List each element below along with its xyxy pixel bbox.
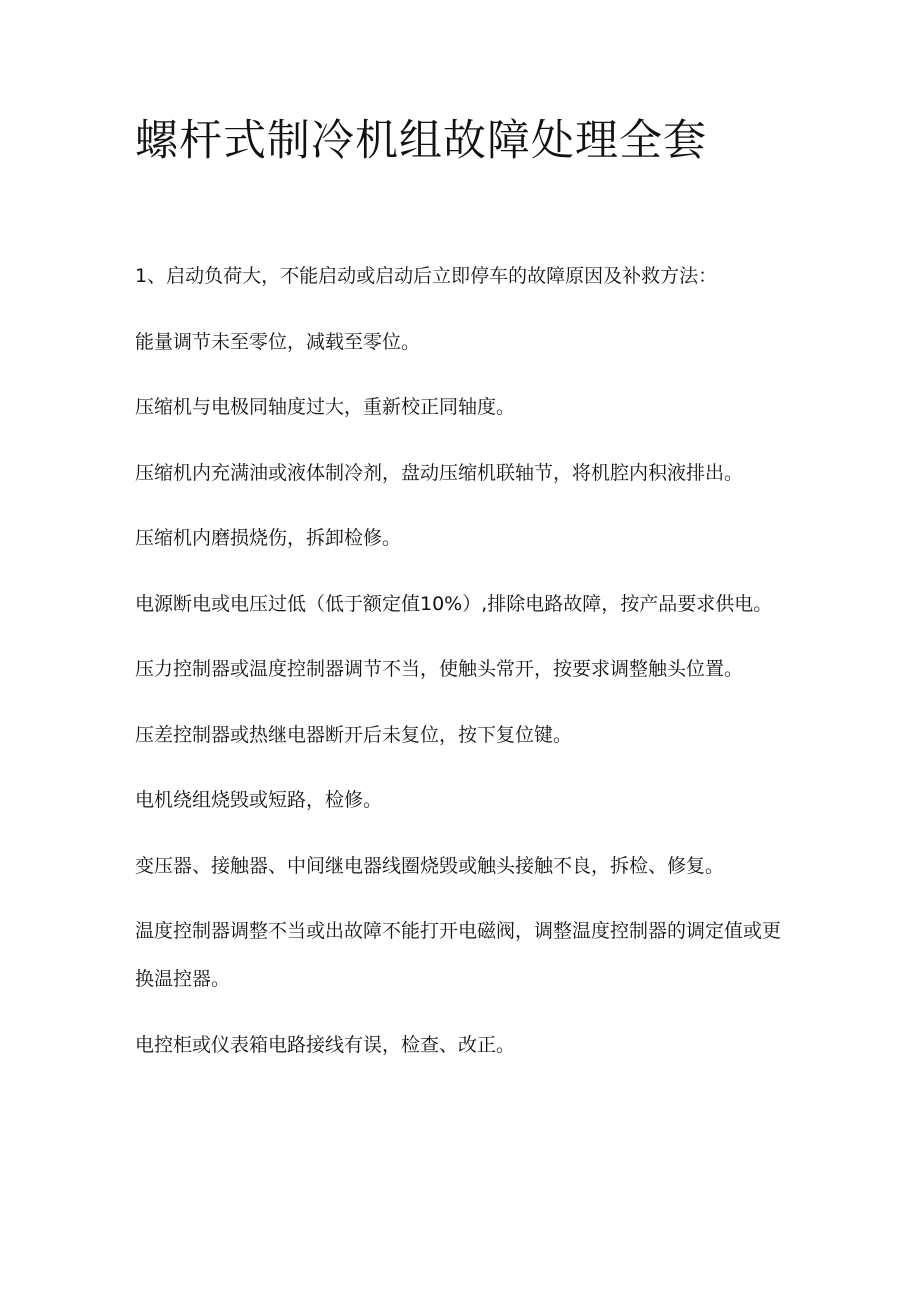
paragraph: 压缩机与电极同轴度过大，重新校正同轴度。 bbox=[135, 396, 516, 418]
paragraph: 温度控制器调整不当或出故障不能打开电磁阀，调整温度控制器的调定值或更换温控器。 bbox=[135, 920, 782, 990]
paragraph: 电控柜或仪表箱电路接线有误，检查、改正。 bbox=[135, 1033, 516, 1056]
paragraph: 压缩机内充满油或液体制冷剂，盘动压缩机联轴节，将机腔内积液排出。 bbox=[135, 461, 744, 484]
document-body bbox=[135, 252, 790, 1086]
paragraph-heading: 1、启动负荷大，不能启动或启动后立即停车的故障原因及补救方法： bbox=[135, 265, 718, 287]
paragraph: 压缩机内磨损烧伤，拆卸检修。 bbox=[135, 527, 402, 549]
paragraph: 变压器、接触器、中间继电器线圈烧毁或触头接触不良，拆检、修复。 bbox=[135, 854, 725, 877]
paragraph: 压差控制器或热继电器断开后未复位，按下复位键。 bbox=[135, 723, 573, 746]
paragraph: 压力控制器或温度控制器调节不当，使触头常开，按要求调整触头位置。 bbox=[135, 658, 744, 680]
document-title: 螺杆式制冷机组故障处理全套 bbox=[135, 116, 707, 166]
paragraph: 电机绕组烧毁或短路，检修。 bbox=[135, 789, 383, 811]
paragraph: 能量调节未至零位，减载至零位。 bbox=[135, 330, 421, 353]
paragraph: 电源断电或电压过低（低于额定值10%）,排除电路故障，按产品要求供电。 bbox=[135, 592, 773, 615]
